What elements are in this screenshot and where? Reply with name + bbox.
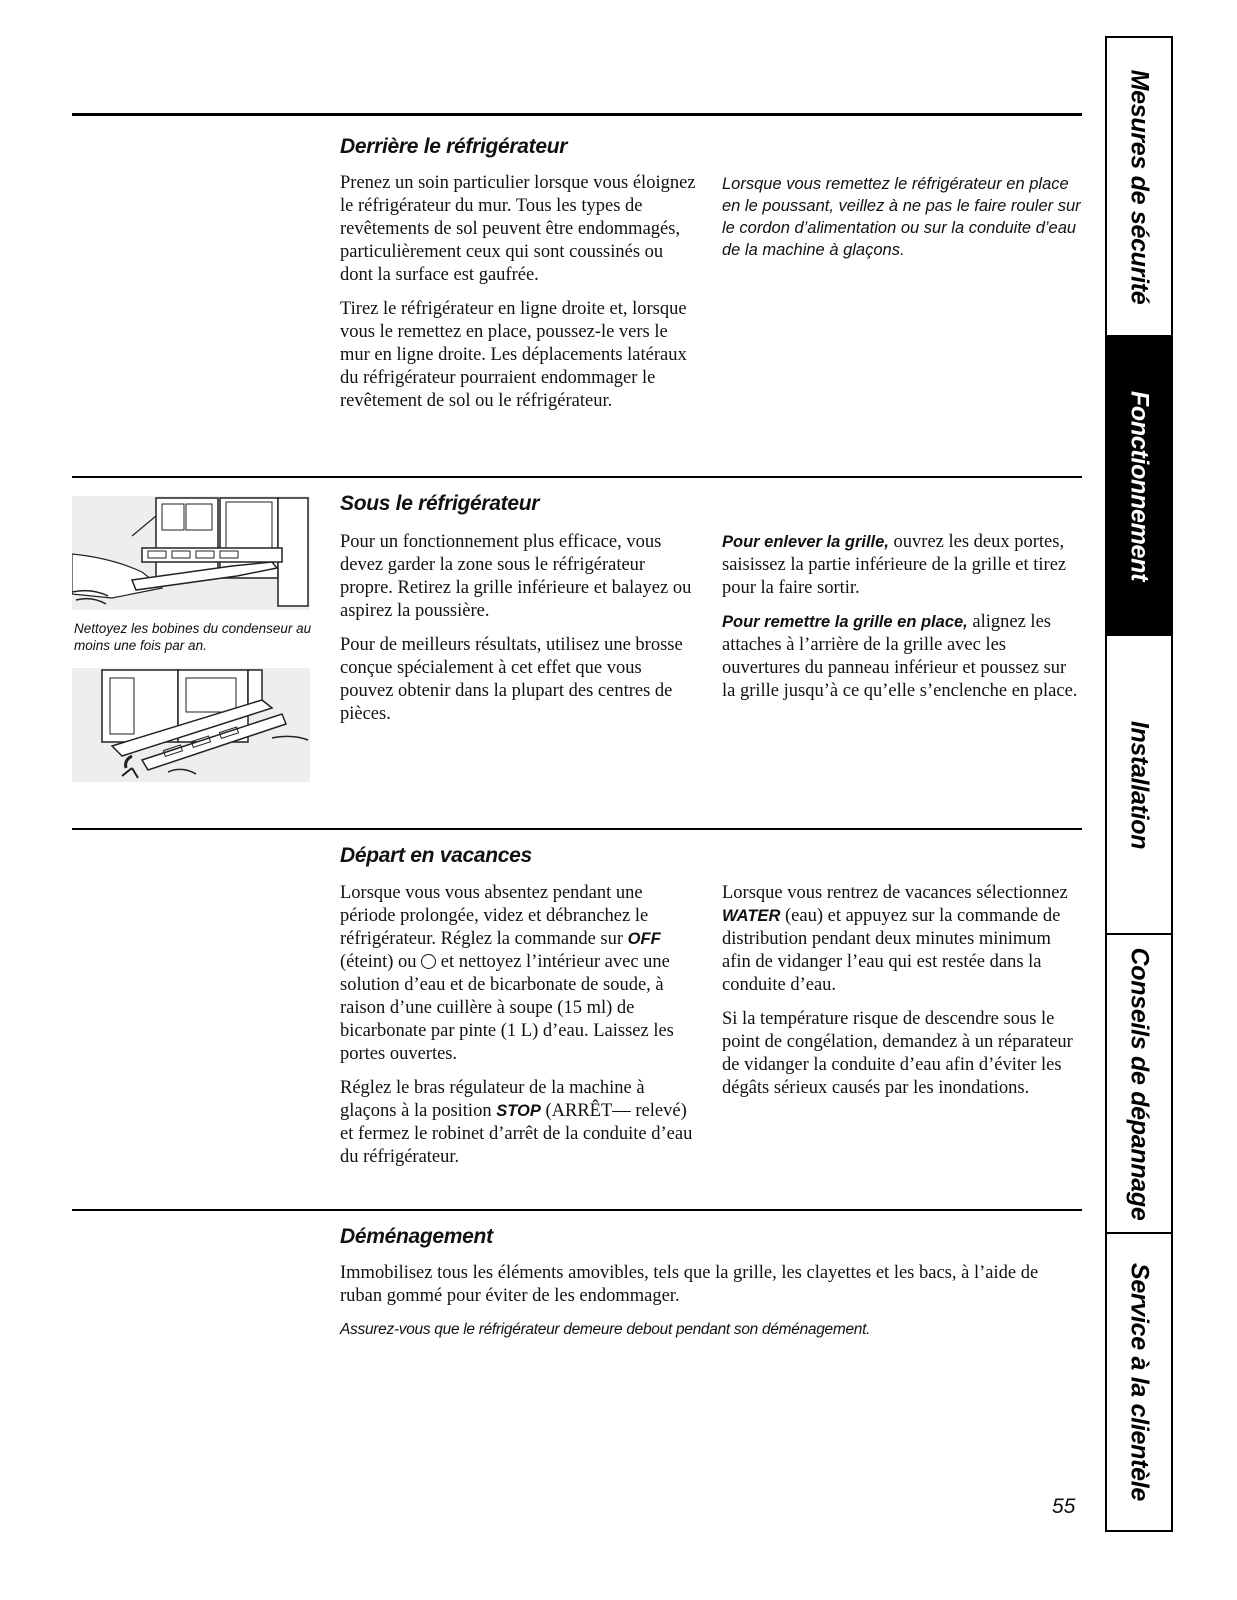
water-keyword: WATER <box>722 907 781 925</box>
paragraph: Tirez le réfrigérateur en ligne droite et, lorsque vous le remettez en place, poussez-le vers le mur en ligne droite. Les déplacements latéraux du réfrigérateur pourraient endommager le revêtement de sol ou le réfrigérateur. <box>340 299 687 411</box>
replace-grille-lead: Pour remettre la grille en place, <box>722 613 968 631</box>
text-run: Lorsque vous rentrez de vacances sélectionnez <box>722 883 1068 903</box>
moving-note: Assurez-vous que le réfrigérateur demeure debout pendant son déménagement. <box>340 1321 871 1338</box>
vacation-left-column <box>340 882 696 1180</box>
paragraph: Prenez un soin particulier lorsque vous éloignez le réfrigérateur du mur. Tous les types de revêtements de sol peuvent être endommagés, particulièrement ceux qui sont coussinés ou dont la surface est gaufrée. <box>340 173 696 285</box>
under-right-column <box>722 531 1082 714</box>
tab-label: Installation <box>1125 720 1154 849</box>
text-run: Lorsque vous vous absentez pendant une période prolongée, videz et débranchez le réfrigérateur. Réglez la commande sur <box>340 883 649 949</box>
section-title-vacation: Départ en vacances <box>340 844 532 867</box>
section-divider <box>72 828 1082 830</box>
off-keyword: OFF <box>627 930 661 948</box>
section-title-under: Sous le réfrigérateur <box>340 492 540 515</box>
section-title-moving: Déménagement <box>340 1225 493 1248</box>
replace-grille-text: alignez les attaches à l’arrière de la grille avec les ouvertures du panneau inférieur et poussez sur la grille jusqu’à ce qu’elle s’enclenche en place. <box>722 612 1078 701</box>
moving-body <box>340 1262 1080 1351</box>
tab-label: Conseils de dépannage <box>1125 947 1154 1220</box>
grille-removal-illustration <box>72 668 310 782</box>
vacation-right-column <box>722 882 1082 1111</box>
condenser-cleaning-illustration <box>72 496 310 610</box>
tab-service-a-la-clientele[interactable] <box>1107 1234 1171 1530</box>
tab-label: Fonctionnement <box>1125 390 1154 581</box>
text-run: Réglez le bras régulateur de la machine à glaçons à la position <box>340 1078 645 1121</box>
text-run: (eau) et appuyez sur la commande de distribution pendant deux minutes minimum afin de vidanger l’eau qui est restée dans la conduite d’eau. <box>722 906 1061 995</box>
caution-note: Lorsque vous remettez le réfrigérateur en place en le poussant, veillez à ne pas le faire rouler sur le cordon d’alimentation ou sur la conduite d’eau de la machine à glaçons. <box>722 175 1081 259</box>
tab-conseils-de-depannage[interactable] <box>1107 935 1171 1234</box>
paragraph-replace-grille <box>722 611 1082 703</box>
off-circle-icon <box>421 954 436 969</box>
text-run: (ARRÊT— relevé) et fermez le robinet d’arrêt de la conduite d’eau du réfrigérateur. <box>340 1101 693 1167</box>
section-title-behind: Derrière le réfrigérateur <box>340 135 568 158</box>
paragraph-remove-grille <box>722 531 1082 600</box>
section-divider <box>72 1209 1082 1211</box>
remove-grille-lead: Pour enlever la grille, <box>722 533 889 551</box>
paragraph: Pour un fonctionnement plus efficace, vous devez garder la zone sous le réfrigérateur propre. Retirez la grille inférieure et balayez ou aspirez la poussière. <box>340 532 692 621</box>
tab-installation[interactable] <box>1107 636 1171 935</box>
section-tabs <box>1105 36 1173 1532</box>
remove-grille-text: ouvrez les deux portes, saisissez la partie inférieure de la grille et tirez pour la faire sortir. <box>722 532 1067 598</box>
illustration-caption: Nettoyez les bobines du condenseur au moins une fois par an. <box>74 621 312 653</box>
tab-mesures-de-securite[interactable] <box>1107 38 1171 337</box>
tab-label: Mesures de sécurité <box>1125 69 1154 304</box>
paragraph <box>340 882 696 1066</box>
section-divider <box>72 476 1082 478</box>
page-number: 55 <box>1052 1495 1076 1518</box>
under-left-column <box>340 531 696 737</box>
paragraph: Pour de meilleurs résultats, utilisez une brosse conçue spécialement à cet effet que vous pouvez obtenir dans la plupart des centres de pièces. <box>340 635 683 724</box>
paragraph <box>722 882 1082 997</box>
tab-fonctionnement[interactable] <box>1107 337 1171 636</box>
section-divider <box>72 113 1082 116</box>
paragraph: Si la température risque de descendre sous le point de congélation, demandez à un réparateur de vidanger la conduite d’eau afin d’éviter les dégâts sérieux causés par les inondations. <box>722 1009 1073 1098</box>
text-run: (éteint) ou <box>340 952 422 972</box>
paragraph: Immobilisez tous les éléments amovibles, tels que la grille, les clayettes et les bacs, à l’aide de ruban gommé pour éviter de les endommager. <box>340 1263 1039 1306</box>
text-run: et nettoyez l’intérieur avec une solution d’eau et de bicarbonate de soude, à raison d’une cuillère à soupe (15 ml) de bicarbonate par pinte (1 L) d’eau. Laissez les portes ouvertes. <box>340 952 674 1064</box>
paragraph <box>340 1077 696 1169</box>
behind-right-column <box>722 173 1082 272</box>
stop-keyword: STOP <box>496 1102 541 1120</box>
tab-label: Service à la clientèle <box>1125 1262 1154 1502</box>
behind-left-column <box>340 172 696 424</box>
